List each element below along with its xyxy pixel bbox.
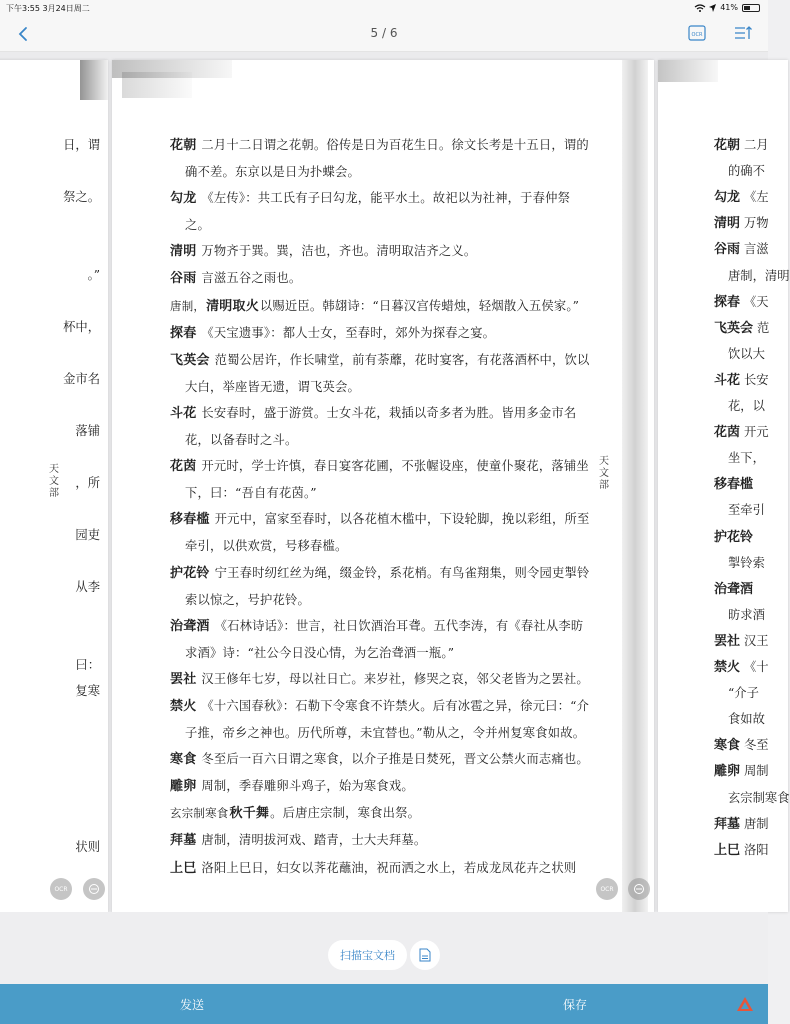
document-icon xyxy=(419,948,431,962)
entry-text: 汉王修年七岁，母以社日亡。来岁社，修哭之哀，邻父老皆为之罢社。 xyxy=(201,671,589,686)
entry-term: 斗花 xyxy=(714,372,741,388)
entry-term: 花朝 xyxy=(714,138,741,153)
entry-term: 护花铃 xyxy=(170,565,210,581)
status-bar xyxy=(0,0,768,16)
entry-text: 《左传》：共工氏有子曰勾龙，能平水土。故祀以为社神，于春仲祭之。 xyxy=(185,191,571,233)
entry-term: 雕卵 xyxy=(170,779,197,795)
entry-text: “介子 xyxy=(728,686,759,701)
entry-text: 的确不 xyxy=(728,164,765,179)
entry-term: 花朝 xyxy=(170,138,197,153)
entry-text: 二月 xyxy=(743,138,769,152)
entry-term: 罢社 xyxy=(714,633,741,649)
entry-term: 斗花 xyxy=(170,405,197,421)
document-viewer[interactable] xyxy=(0,52,790,912)
next-page-fragment xyxy=(728,497,765,523)
entry-text: 开元 xyxy=(743,425,769,440)
previous-page-fragment: 杯中， xyxy=(63,320,100,334)
scan-smudge xyxy=(122,72,192,98)
entry-term: 探春 xyxy=(170,325,197,341)
previous-page-fragment: 曰： xyxy=(75,658,100,672)
entry-text: 《天 xyxy=(743,294,769,309)
previous-page-fragment: 金市名 xyxy=(63,372,100,386)
entry xyxy=(170,506,590,559)
nav-bar xyxy=(0,16,768,52)
sort-icon[interactable] xyxy=(734,25,752,41)
entry xyxy=(170,746,590,773)
entry-term: 飞英会 xyxy=(170,352,210,368)
status-right xyxy=(695,3,760,12)
entry-text: 二月十二日谓之花朝。俗传是日为百花生日。徐文长考是十五日，谓的确不差。东京以是日为扑蝶会。 xyxy=(185,138,589,180)
entry-text: 唐制 xyxy=(743,816,769,831)
entry-text: 范 xyxy=(756,320,770,335)
entry-text: 洛阳 xyxy=(743,842,769,857)
entry-term: 花茵 xyxy=(170,459,197,475)
entry-text: 冬至后一百六日谓之寒食，以介子推是日焚死，晋文公禁火而志痛也。 xyxy=(201,752,589,767)
entry-term: 护花铃 xyxy=(714,529,754,545)
entry-text: 唐制，清明拔河戏、踏青，士大夫拜墓。 xyxy=(201,833,427,848)
entry xyxy=(170,693,590,746)
next-page-fragment xyxy=(714,315,769,342)
entry xyxy=(170,400,590,453)
entry-term: 移春槛 xyxy=(714,477,754,493)
next-page-fragment xyxy=(714,471,753,498)
send-button[interactable]: 发送 xyxy=(180,998,205,1012)
entry-list xyxy=(170,132,590,882)
entry-term: 清明 xyxy=(714,216,741,232)
entry-term: 禁火 xyxy=(714,660,741,675)
svg-text:OCR: OCR xyxy=(691,32,703,38)
entry-text: 洛阳上巳日，妇女以荠花蘸油，祝而洒之水上，若成龙凤花卉之状则 xyxy=(201,860,577,875)
next-page-fragment xyxy=(728,550,765,576)
entry-text: 言滋 xyxy=(743,242,769,257)
previous-page-fragment: 落铺 xyxy=(75,424,100,438)
entry-text: 玄宗制寒食 xyxy=(728,790,790,805)
next-page-fragment xyxy=(714,524,753,551)
next-page-fragment xyxy=(728,445,765,471)
entry-term: 寒食 xyxy=(714,738,741,754)
bottom-action-area xyxy=(0,912,768,984)
entry-term: 秋千舞 xyxy=(229,806,270,822)
next-page-fragment xyxy=(714,654,769,681)
bottom-toolbar xyxy=(0,984,768,1024)
entry xyxy=(170,613,590,666)
brand-logo-icon xyxy=(736,996,754,1012)
next-page-fragment xyxy=(714,837,769,864)
previous-page-fragment: 从李 xyxy=(75,580,100,594)
entry-text: 昉求酒 xyxy=(728,607,765,622)
previous-page-fragment: 。” xyxy=(87,268,100,282)
entry-text: 《天宝遗事》：都人士女，至春时，郊外为探春之宴。 xyxy=(201,325,496,340)
ocr-icon[interactable]: OCR xyxy=(596,878,618,900)
entry-text: 至牵引 xyxy=(728,503,765,518)
next-page[interactable] xyxy=(658,60,788,912)
next-page-fragment xyxy=(714,184,769,211)
entry-term: 清明 xyxy=(170,244,197,260)
scan-document-button[interactable]: 扫描宝文档 xyxy=(328,940,407,970)
next-page-fragment xyxy=(728,393,765,419)
entry-text: 饮以大 xyxy=(728,346,765,361)
entry xyxy=(170,293,590,320)
entry-text: 万物齐于巽。巽，洁也，齐也。清明取洁齐之义。 xyxy=(201,244,477,259)
entry-text: 长安 xyxy=(743,372,769,387)
entry-text: 宁王春时纫红丝为绳，缀金铃，系花梢。有鸟雀翔集，则令园吏掣铃索以惊之，号护花铃。 xyxy=(185,565,590,607)
next-page-fragment xyxy=(714,419,769,446)
entry-text: 食如故 xyxy=(728,712,765,727)
entry-term: 治聋酒 xyxy=(170,618,210,634)
entry xyxy=(170,185,590,238)
scan-smudge xyxy=(80,60,108,100)
next-page-fragment xyxy=(728,341,765,367)
entry-term: 拜墓 xyxy=(170,833,197,849)
entry-prefix: 唐制， xyxy=(170,298,206,313)
previous-page-fragment: 状则 xyxy=(75,840,100,854)
entry xyxy=(170,800,590,827)
save-button[interactable]: 保存 xyxy=(563,998,588,1012)
previous-page-fragment: 复寒 xyxy=(75,684,100,698)
ocr-icon[interactable]: OCR xyxy=(50,878,72,900)
crop-icon[interactable] xyxy=(83,878,105,900)
entry-term: 飞英会 xyxy=(714,320,754,336)
next-page-fragment xyxy=(714,811,769,838)
next-page-fragment xyxy=(728,263,790,289)
entry-term: 清明取火 xyxy=(206,298,259,314)
entry-text: 周制 xyxy=(743,764,769,779)
entry-text: 汉王 xyxy=(743,633,769,648)
page-edge-shadow xyxy=(622,60,648,912)
entry xyxy=(170,827,590,854)
entry-text: 范蜀公居许，作长啸堂，前有荼蘼，花时宴客，有花落酒杯中，饮以大白，举座皆无遗，谓飞英会。 xyxy=(185,352,590,394)
crop-icon[interactable] xyxy=(628,878,650,900)
next-page-fragment xyxy=(714,367,769,394)
next-page-fragment xyxy=(714,628,769,655)
entry-text: 言滋五谷之雨也。 xyxy=(201,271,302,286)
entry xyxy=(170,773,590,800)
entry-term: 雕卵 xyxy=(714,764,741,780)
next-page-fragment xyxy=(714,210,769,237)
entry xyxy=(170,320,590,347)
entry-term: 拜墓 xyxy=(714,816,741,832)
entry-text: 《石林诗话》：世言，社日饮酒治耳聋。五代李涛，有《春社从李昉求酒》诗：“社公今日没心情，为乞治聋酒一瓶。” xyxy=(185,618,584,660)
entry-term: 花茵 xyxy=(714,425,741,441)
entry xyxy=(170,453,590,506)
entry-text: 冬至 xyxy=(743,738,769,753)
scan-smudge xyxy=(658,60,718,82)
next-page-fragment xyxy=(728,158,765,184)
previous-page-fragment: 园吏 xyxy=(75,528,100,542)
entry-text: 《十六国春秋》：石勒下令寒食不许禁火。后有冰雹之异，徐元曰：“介子推，帝乡之神也。历代所尊，未宜替也。”勒从之，令并州复寒食如故。 xyxy=(185,698,590,741)
next-page-fragment xyxy=(714,289,769,316)
entry xyxy=(170,265,590,292)
location-icon xyxy=(709,4,716,12)
previous-page-fragment: 日，谓 xyxy=(63,138,100,152)
next-page-fragment xyxy=(714,732,769,759)
entry xyxy=(170,347,590,400)
next-page-fragment xyxy=(714,576,753,603)
entry xyxy=(170,666,590,693)
next-page-fragment xyxy=(714,132,769,159)
entry-term: 治聋酒 xyxy=(714,581,754,597)
battery-percent: 41% xyxy=(720,3,738,12)
entry-text: 以赐近臣。韩翃诗：“日暮汉宫传蜡烛，轻烟散入五侯家。” xyxy=(259,298,580,313)
entry-text: 《十 xyxy=(743,660,769,674)
entry xyxy=(170,560,590,613)
entry-text: 开元中，富家至春时，以各花植木槛中，下设轮脚，挽以彩组，所至牵引，以供欢赏，号移春槛。 xyxy=(185,512,590,554)
entry-text: 坐下， xyxy=(728,451,765,466)
entry xyxy=(170,238,590,265)
entry-text: 掣铃索 xyxy=(728,555,765,570)
wifi-icon xyxy=(695,4,705,12)
entry-term: 探春 xyxy=(714,294,741,310)
entry-term: 谷雨 xyxy=(170,271,197,287)
ocr-icon[interactable] xyxy=(688,25,706,41)
side-label: 天 文 部 xyxy=(599,456,609,491)
previous-page-fragment: ，所 xyxy=(75,476,100,490)
entry-term: 移春槛 xyxy=(170,512,210,528)
next-page-fragment xyxy=(728,785,790,811)
battery-icon xyxy=(742,4,760,12)
previous-page-fragment: 祭之。 xyxy=(63,190,100,204)
page-indicator: 5 / 6 xyxy=(370,26,398,40)
entry xyxy=(170,855,590,882)
entry-text: 开元时，学士许慎，春日宴客花圃，不张幄设座，使童仆聚花，落铺坐下，曰：“吾自有花茵。” xyxy=(185,459,589,501)
entry-term: 勾龙 xyxy=(170,191,197,207)
next-page-fragment xyxy=(728,680,759,706)
next-page-fragment xyxy=(714,758,769,785)
entry-text: 万物 xyxy=(743,216,769,231)
next-page-fragment xyxy=(728,602,765,628)
entry-text: 《左 xyxy=(743,190,769,205)
entry-term: 谷雨 xyxy=(714,242,741,258)
entry-text: 。后唐庄宗制，寒食出祭。 xyxy=(270,806,421,821)
previous-page[interactable] xyxy=(0,60,108,912)
entry-text: 花，以 xyxy=(728,399,765,413)
side-label: 天 文 部 xyxy=(49,464,59,499)
current-page[interactable] xyxy=(112,60,654,912)
entry-term: 禁火 xyxy=(170,698,197,714)
entry-term: 上巳 xyxy=(714,842,741,858)
entry-text: 长安春时，盛于游赏。士女斗花，栽插以奇多者为胜。皆用多金市名花，以备春时之斗。 xyxy=(185,405,577,448)
entry-text: 周制，季春雕卵斗鸡子，始为寒食戏。 xyxy=(201,779,414,794)
status-time-date: 下午3:55 3月24日周二 xyxy=(6,4,90,13)
entry-term: 勾龙 xyxy=(714,190,741,206)
next-page-fragment xyxy=(728,706,765,732)
entry xyxy=(170,132,590,185)
document-button[interactable] xyxy=(410,940,440,970)
entry-term: 罢社 xyxy=(170,671,197,687)
entry-text: 唐制，清明 xyxy=(728,268,790,283)
next-page-fragment xyxy=(714,236,769,263)
entry-term: 上巳 xyxy=(170,860,197,876)
entry-term: 寒食 xyxy=(170,752,197,768)
entry-prefix: 玄宗制寒食 xyxy=(170,806,229,821)
